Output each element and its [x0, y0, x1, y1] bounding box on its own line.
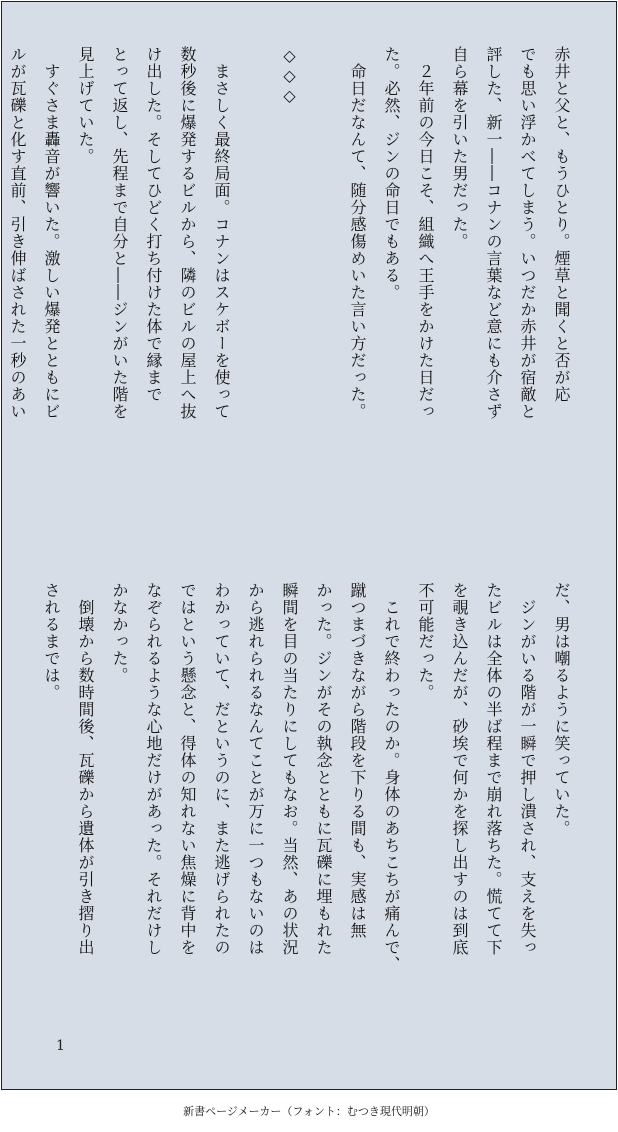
- vertical-text-lower-block: [34, 582, 578, 1022]
- text-line: 蹴つまづきながら階段を下りる間も、実感は無: [348, 582, 367, 939]
- text-line: ではという懸念と、得体の知れない焦燥に背中を: [178, 582, 197, 956]
- text-line: すぐさま轟音が響いた。激しい爆発とともにビ: [42, 46, 61, 420]
- text-line: まさしく最終局面。コナンはスケボーを使って: [212, 46, 231, 420]
- text-line: ルが瓦礫と化す直前、引き伸ばされた一秒のあい: [8, 46, 27, 420]
- book-page: [1, 1, 617, 1090]
- text-line: ◇◇◇: [280, 46, 299, 106]
- text-line: た。必然、ジンの命日でもある。: [382, 46, 401, 301]
- text-line: 瞬間を目の当たりにしてもなお。当然、あの状況: [280, 582, 299, 956]
- text-line: わかっていて、だというのに、また逃げられたの: [212, 582, 231, 956]
- text-line: これで終わったのか。身体のあちこちが痛んで、: [382, 582, 401, 973]
- text-line: 命日だなんて、随分感傷めいた言い方だった。: [348, 46, 367, 420]
- text-line: ジンがいる階が一瞬で押し潰され、支えを失っ: [518, 582, 537, 956]
- text-line: 数秒後に爆発するビルから、隣のビルの屋上へ抜: [178, 46, 197, 420]
- text-line: かなかった。: [110, 582, 129, 684]
- text-line: されるまでは。: [42, 582, 61, 701]
- text-line: [306, 46, 340, 536]
- text-line: け出した。そしてひどく打ち付けた体で縁まで: [144, 46, 163, 403]
- text-line: 倒壊から数時間後、瓦礫から遺体が引き摺り出: [76, 582, 95, 956]
- page-number: 1: [56, 1038, 65, 1054]
- text-line: ２年前の今日こそ、組織へ王手をかけた日だっ: [416, 46, 435, 420]
- text-line: から逃れられるなんてことが万に一つもないのは: [246, 582, 265, 956]
- text-line: 自ら幕を引いた男だった。: [450, 46, 469, 250]
- text-line: とって返し、先程まで自分と――ジンがいた階を: [110, 46, 129, 420]
- text-line: [238, 46, 272, 536]
- text-line: を覗き込んだが、砂埃で何かを探し出すのは到底: [450, 582, 469, 956]
- vertical-text-upper-block: [0, 46, 578, 536]
- text-line: たビルは全体の半ば程まで崩れ落ちた。慌てて下: [484, 582, 503, 956]
- text-line: なぞられるような心地だけがあった。それだけし: [144, 582, 163, 956]
- text-line: かった。ジンがその執念とともに瓦礫に埋もれた: [314, 582, 333, 956]
- text-line: 見上げていた。: [76, 46, 95, 165]
- footer-credit: 新書ページメーカー（フォント：むつき現代明朝）: [183, 1105, 435, 1118]
- text-line: 不可能だった。: [416, 582, 435, 701]
- text-line: だ、男は嘲るように笑っていた。: [552, 582, 571, 837]
- text-line: 評した、新一――コナンの言葉など意にも介さず: [484, 46, 503, 420]
- text-line: 赤井と父と、もうひとり。煙草と聞くと否が応: [552, 46, 571, 403]
- text-line: でも思い浮かべてしまう。いつだか赤井が宿敵と: [518, 46, 537, 420]
